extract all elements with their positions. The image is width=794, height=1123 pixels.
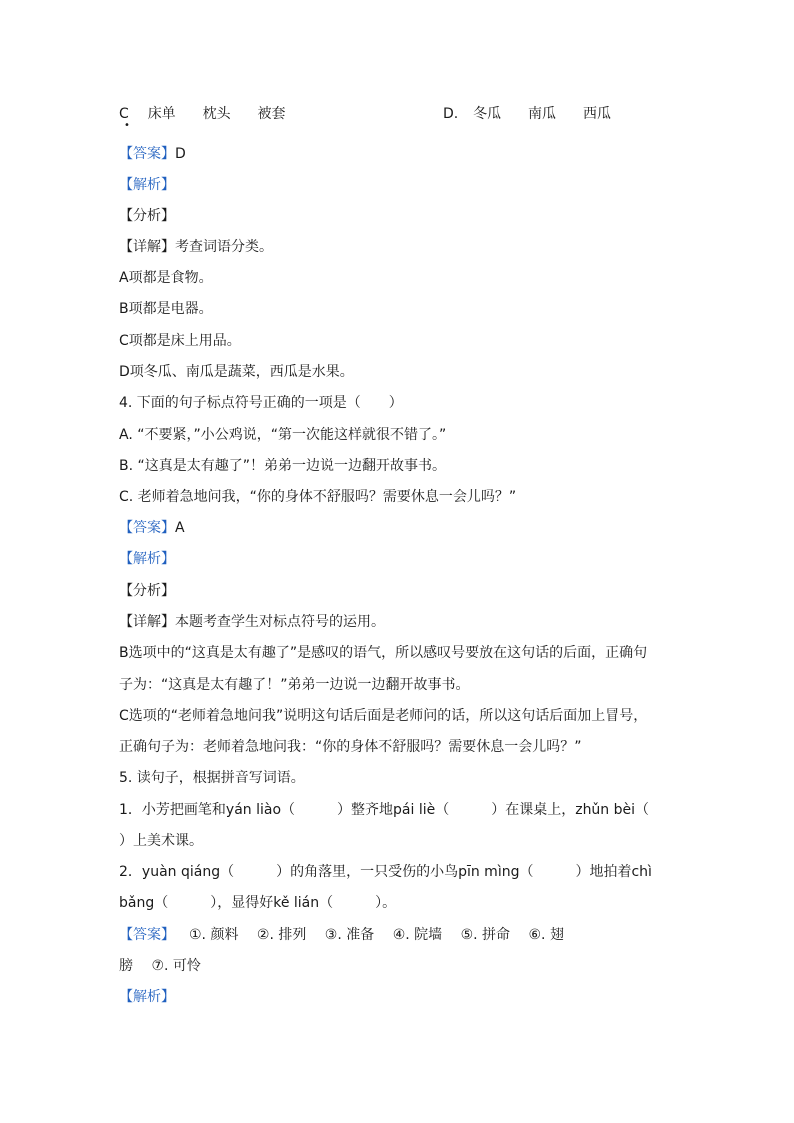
option-d-item-1: 冬瓜 [473,106,502,122]
q5-line-2: ）上美术课。 [119,833,203,849]
answer-value: D [175,146,186,162]
q5-answers-line-2: 膀 ⑦. 可怜 [119,958,201,974]
q4-explain-2: 子为：“这真是太有趣了！”弟弟一边说一边翻开故事书。 [119,677,470,693]
q5-line-3: 2．yuàn qiáng（ ）的角落里，一只受伤的小鸟pīn mìng（ ）地拍着chì [119,864,652,880]
option-c-row [119,104,286,124]
answer-tag: 【答案】 [119,520,175,536]
q3-line-d: D项冬瓜、南瓜是蔬菜，西瓜是水果。 [119,364,354,380]
detail-text: 本题考查学生对标点符号的运用。 [175,614,385,630]
q5-analysis-tag: 【解析】 [119,989,175,1005]
detail-tag: 【详解】 [119,239,175,255]
q4-explain-1: B选项中的“这真是太有趣了”是感叹的语气，所以感叹号要放在这句话的后面，正确句 [119,645,648,661]
option-c-label: C [119,106,129,122]
emphasis-dot: • [124,120,130,131]
q3-line-b: B项都是电器。 [119,301,213,317]
q4-option-b: B. “这真是太有趣了”！弟弟一边说一边翻开故事书。 [119,458,447,474]
q4-explain-4: 正确句子为：老师着急地问我：“你的身体不舒服吗？需要休息一会儿吗？” [119,739,582,755]
q3-line-a: A项都是食物。 [119,270,213,286]
answer-tag: 【答案】 [119,927,175,943]
q3-answer [119,144,186,164]
q4-detail [119,612,385,632]
option-d-item-3: 西瓜 [582,106,611,122]
option-d-item-2: 南瓜 [528,106,557,122]
answers-line-1: ①. 颜料 ②. 排列 ③. 准备 ④. 院墙 ⑤. 拼命 ⑥. 翅 [189,927,564,943]
q4-fenxi-tag: 【分析】 [119,583,175,599]
q4-analysis-tag: 【解析】 [119,551,175,567]
q5-stem: 5. 读句子，根据拼音写词语。 [119,770,305,786]
option-c-item-2: 枕头 [202,106,231,122]
q3-detail [119,237,273,257]
q4-stem: 4. 下面的句子标点符号正确的一项是（ ） [119,395,403,411]
q5-line-1: 1．小芳把画笔和yán liào（ ）整齐地pái liè（ ）在课桌上，zhǔn bèi（ [119,802,650,818]
detail-tag: 【详解】 [119,614,175,630]
q4-explain-3: C选项的“老师着急地问我”说明这句话后面是老师问的话，所以这句话后面加上冒号， [119,708,648,724]
detail-text: 考查词语分类。 [175,239,273,255]
option-c-item-3: 被套 [257,106,286,122]
option-c-item-1: 床单 [147,106,176,122]
q3-line-c: C项都是床上用品。 [119,333,241,349]
option-d-row [443,104,611,124]
q3-fenxi-tag: 【分析】 [119,208,175,224]
answer-tag: 【答案】 [119,146,175,162]
q4-answer [119,518,185,538]
q3-analysis-tag: 【解析】 [119,177,175,193]
q5-answer [119,925,564,945]
q4-option-c: C. 老师着急地问我，“你的身体不舒服吗？需要休息一会儿吗？” [119,489,517,505]
q4-option-a: A. “不要紧，”小公鸡说，“第一次能这样就很不错了。” [119,427,447,443]
option-d-label: D. [443,106,459,122]
q5-line-4: bǎng（ ），显得好kě lián（ ）。 [119,895,397,911]
answer-value: A [175,520,185,536]
